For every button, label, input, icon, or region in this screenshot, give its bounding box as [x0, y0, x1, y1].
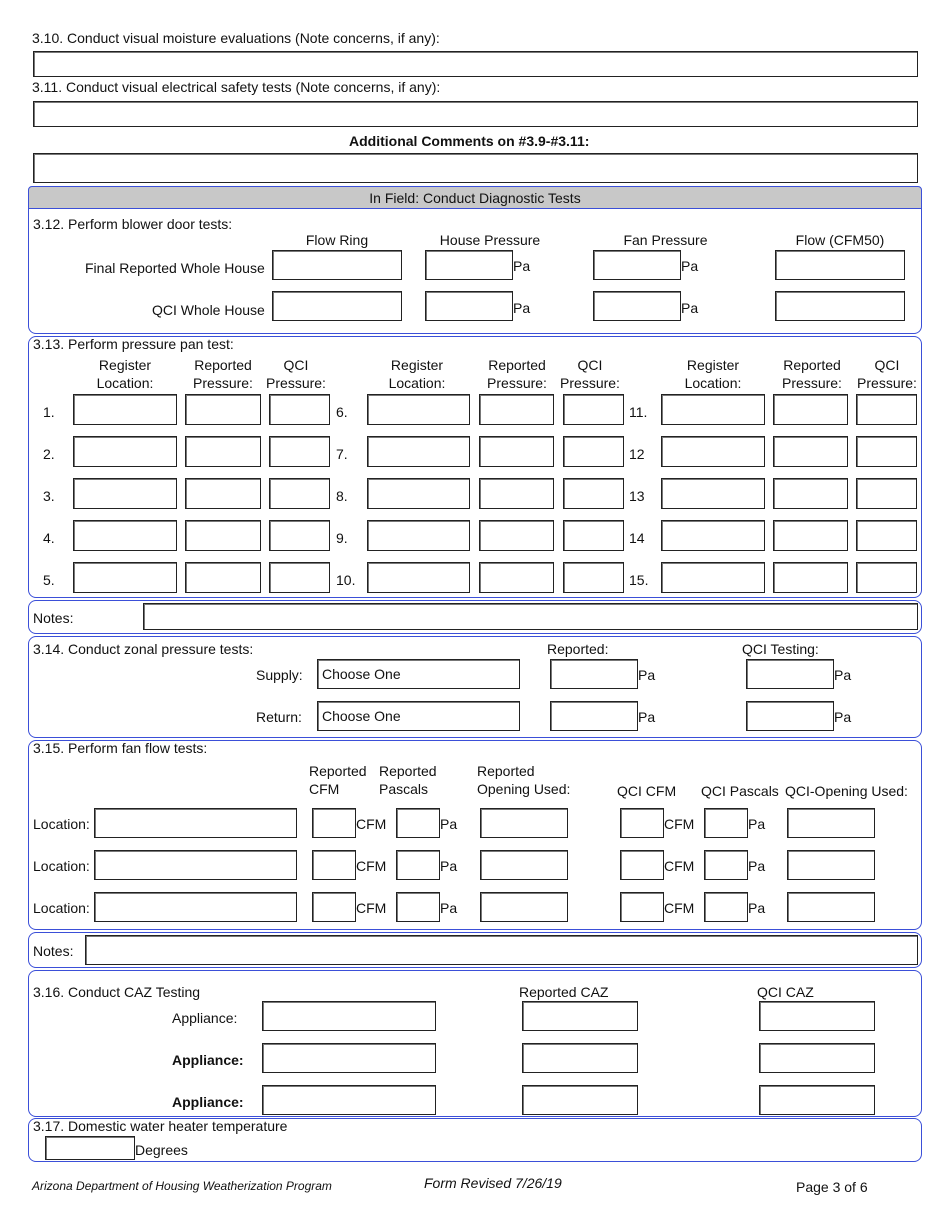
unit-cfm: CFM	[664, 816, 695, 832]
location-header: Location:	[684, 375, 742, 391]
qci-flow-ring-field[interactable]	[272, 291, 402, 321]
fan-pressure-header: Fan Pressure	[623, 232, 708, 248]
unit-pa: Pa	[834, 709, 852, 725]
qci-pressure-field[interactable]	[269, 520, 330, 551]
qci-opening-header: QCI-Opening Used:	[785, 783, 908, 799]
row-number: 12	[629, 446, 645, 462]
unit-pa: Pa	[440, 816, 458, 832]
register-header: Register	[390, 357, 444, 373]
reported-pressure-field[interactable]	[185, 394, 261, 425]
appliance-field[interactable]	[262, 1001, 436, 1031]
qci-whole-house-row-label: QCI Whole House	[152, 302, 265, 318]
reported-label: Reported:	[547, 641, 609, 657]
unit-pa: Pa	[440, 900, 458, 916]
reported-pressure-field[interactable]	[185, 478, 261, 509]
appliance-label: Appliance:	[172, 1052, 244, 1068]
reported-pressure-field[interactable]	[773, 562, 848, 593]
unit-pa: Pa	[834, 667, 852, 683]
unit-cfm: CFM	[356, 858, 387, 874]
qci-cfm-field[interactable]	[620, 850, 664, 880]
unit-cfm: CFM	[356, 900, 387, 916]
q312-label: 3.12. Perform blower door tests:	[33, 216, 233, 232]
location-field[interactable]	[94, 892, 297, 922]
qci-pascals-field[interactable]	[704, 892, 748, 922]
reported-cfm-field[interactable]	[312, 892, 356, 922]
row-number: 5.	[43, 572, 55, 588]
return-reported-field[interactable]	[550, 701, 638, 731]
qci-pressure-field[interactable]	[856, 520, 917, 551]
notes-label: Notes:	[33, 610, 74, 626]
qci-pressure-field[interactable]	[856, 436, 917, 467]
location-field[interactable]	[94, 808, 297, 838]
qci-pressure-field[interactable]	[856, 562, 917, 593]
q313-label: 3.13. Perform pressure pan test:	[33, 336, 234, 352]
reported-cfm-header: Reported	[309, 763, 367, 779]
flow-ring-header: Flow Ring	[305, 232, 369, 248]
reported-opening-field[interactable]	[480, 850, 568, 880]
register-location-field[interactable]	[73, 436, 177, 467]
flow-cfm50-header: Flow (CFM50)	[795, 232, 885, 248]
unit-pa: Pa	[748, 900, 766, 916]
supply-select[interactable]: Choose One	[317, 659, 520, 689]
reported-opening-header: Reported	[477, 763, 535, 779]
unit-pa: Pa	[638, 667, 656, 683]
qci-pressure-field[interactable]	[563, 478, 624, 509]
pressure-pan-notes-field[interactable]	[143, 603, 918, 630]
qci-header: QCI	[283, 357, 309, 373]
row-number: 1.	[43, 404, 55, 420]
qci-pressure-field[interactable]	[563, 562, 624, 593]
reported-opening-header-2: Opening Used:	[477, 781, 571, 797]
reported-pascals-field[interactable]	[396, 808, 440, 838]
comments-field[interactable]	[33, 153, 918, 183]
unit-cfm: CFM	[664, 858, 695, 874]
row-number: 2.	[43, 446, 55, 462]
notes-label: Notes:	[33, 943, 74, 959]
q311-label: 3.11. Conduct visual electrical safety tests (Note concerns, if any):	[32, 79, 441, 95]
q314-label: 3.14. Conduct zonal pressure tests:	[33, 641, 254, 657]
qci-pressure-field[interactable]	[563, 436, 624, 467]
unit-pa: Pa	[513, 258, 531, 274]
moisture-notes-field[interactable]	[33, 51, 918, 77]
degrees-label: Degrees	[135, 1142, 188, 1158]
final-flow-cfm50-field[interactable]	[775, 250, 905, 280]
row-number: 15.	[629, 572, 649, 588]
row-number: 6.	[336, 404, 348, 420]
qci-pressure-field[interactable]	[856, 478, 917, 509]
pressure-header: Pressure:	[782, 375, 842, 391]
reported-opening-field[interactable]	[480, 892, 568, 922]
register-location-field[interactable]	[661, 436, 765, 467]
qci-pressure-field[interactable]	[269, 394, 330, 425]
qci-pressure-header: Pressure:	[266, 375, 326, 391]
register-location-field[interactable]	[367, 562, 470, 593]
section-header-title: In Field: Conduct Diagnostic Tests	[369, 190, 581, 206]
qci-opening-field[interactable]	[787, 850, 875, 880]
unit-cfm: CFM	[356, 816, 387, 832]
unit-pa: Pa	[638, 709, 656, 725]
qci-caz-field[interactable]	[759, 1085, 875, 1115]
qci-header: QCI	[577, 357, 603, 373]
qci-cfm-field[interactable]	[620, 892, 664, 922]
location-header: Location:	[96, 375, 154, 391]
reported-header: Reported	[488, 357, 546, 373]
reported-pascals-field[interactable]	[396, 892, 440, 922]
appliance-field[interactable]	[262, 1043, 436, 1073]
row-number: 4.	[43, 530, 55, 546]
reported-pressure-field[interactable]	[479, 562, 554, 593]
reported-pressure-field[interactable]	[479, 520, 554, 551]
pressure-header: Pressure:	[487, 375, 547, 391]
location-label: Location:	[33, 858, 90, 874]
qci-pressure-field[interactable]	[269, 562, 330, 593]
register-location-field[interactable]	[73, 520, 177, 551]
row-number: 13	[629, 488, 645, 504]
supply-reported-field[interactable]	[550, 659, 638, 689]
qci-caz-field[interactable]	[759, 1043, 875, 1073]
location-label: Location:	[33, 816, 90, 832]
register-location-field[interactable]	[661, 478, 765, 509]
row-number: 7.	[336, 446, 348, 462]
row-number: 11.	[629, 404, 648, 420]
location-header: Location:	[388, 375, 446, 391]
reported-pressure-field[interactable]	[773, 478, 848, 509]
reported-pressure-field[interactable]	[479, 478, 554, 509]
row-number: 3.	[43, 488, 55, 504]
reported-caz-field[interactable]	[522, 1001, 638, 1031]
qci-pascals-field[interactable]	[704, 850, 748, 880]
register-location-field[interactable]	[661, 562, 765, 593]
reported-pressure-field[interactable]	[773, 394, 848, 425]
reported-cfm-field[interactable]	[312, 808, 356, 838]
qci-cfm-field[interactable]	[620, 808, 664, 838]
q316-label: 3.16. Conduct CAZ Testing	[33, 984, 201, 1000]
appliance-label: Appliance:	[172, 1094, 244, 1110]
qci-pascals-header: QCI Pascals	[701, 783, 779, 799]
q310-label: 3.10. Conduct visual moisture evaluations (Note concerns, if any):	[32, 30, 440, 46]
qci-pressure-field[interactable]	[563, 520, 624, 551]
register-location-field[interactable]	[367, 478, 470, 509]
return-label: Return:	[256, 709, 302, 725]
unit-pa: Pa	[748, 816, 766, 832]
q317-label: 3.17. Domestic water heater temperature	[33, 1118, 288, 1134]
supply-label: Supply:	[256, 667, 303, 683]
qci-header: QCI	[874, 357, 900, 373]
comments-label: Additional Comments on #3.9-#3.11:	[349, 133, 590, 149]
supply-qci-field[interactable]	[746, 659, 834, 689]
reported-cfm-field[interactable]	[312, 850, 356, 880]
pressure-header: Pressure:	[193, 375, 253, 391]
qci-pressure-field[interactable]	[856, 394, 917, 425]
register-location-field[interactable]	[73, 478, 177, 509]
qci-cfm-header: QCI CFM	[617, 783, 677, 799]
qci-opening-field[interactable]	[787, 892, 875, 922]
register-header: Register	[98, 357, 152, 373]
qci-caz-header: QCI CAZ	[757, 984, 814, 1000]
reported-caz-field[interactable]	[522, 1043, 638, 1073]
qci-flow-cfm50-field[interactable]	[775, 291, 905, 321]
return-select[interactable]: Choose One	[317, 701, 520, 731]
qci-testing-label: QCI Testing:	[742, 641, 819, 657]
reported-pressure-field[interactable]	[773, 520, 848, 551]
footer-org: Arizona Department of Housing Weatherization Program	[32, 1179, 332, 1193]
reported-pressure-field[interactable]	[185, 520, 261, 551]
qci-caz-field[interactable]	[759, 1001, 875, 1031]
unit-cfm: CFM	[664, 900, 695, 916]
footer-revised: Form Revised 7/26/19	[424, 1175, 562, 1191]
reported-pressure-field[interactable]	[185, 562, 261, 593]
water-heater-temp-field[interactable]	[45, 1136, 135, 1160]
electrical-notes-field[interactable]	[33, 101, 918, 127]
qci-pascals-field[interactable]	[704, 808, 748, 838]
unit-pa: Pa	[681, 258, 699, 274]
return-qci-field[interactable]	[746, 701, 834, 731]
footer-page: Page 3 of 6	[796, 1179, 868, 1195]
register-location-field[interactable]	[73, 562, 177, 593]
row-number: 10.	[336, 572, 356, 588]
row-number: 14	[629, 530, 645, 546]
register-location-field[interactable]	[367, 520, 470, 551]
register-location-field[interactable]	[661, 394, 765, 425]
register-header: Register	[686, 357, 740, 373]
q315-label: 3.15. Perform fan flow tests:	[33, 740, 208, 756]
qci-fan-pressure-field[interactable]	[593, 291, 681, 321]
final-reported-row-label: Final Reported Whole House	[85, 260, 265, 276]
reported-pressure-field[interactable]	[479, 436, 554, 467]
register-location-field[interactable]	[661, 520, 765, 551]
reported-pressure-field[interactable]	[479, 394, 554, 425]
appliance-field[interactable]	[262, 1085, 436, 1115]
location-label: Location:	[33, 900, 90, 916]
unit-pa: Pa	[513, 300, 531, 316]
register-location-field[interactable]	[367, 394, 470, 425]
register-location-field[interactable]	[73, 394, 177, 425]
final-flow-ring-field[interactable]	[272, 250, 402, 280]
row-number: 9.	[336, 530, 348, 546]
reported-pressure-field[interactable]	[773, 436, 848, 467]
reported-pascals-header: Reported	[379, 763, 437, 779]
reported-caz-header: Reported CAZ	[519, 984, 609, 1000]
row-number: 8.	[336, 488, 348, 504]
reported-header: Reported	[783, 357, 841, 373]
qci-house-pressure-field[interactable]	[425, 291, 513, 321]
qci-opening-field[interactable]	[787, 808, 875, 838]
qci-pressure-field[interactable]	[269, 436, 330, 467]
final-house-pressure-field[interactable]	[425, 250, 513, 280]
reported-caz-field[interactable]	[522, 1085, 638, 1115]
reported-cfm-header-2: CFM	[309, 781, 340, 797]
reported-pressure-field[interactable]	[185, 436, 261, 467]
qci-pressure-header: Pressure:	[560, 375, 620, 391]
unit-pa: Pa	[440, 858, 458, 874]
reported-opening-field[interactable]	[480, 808, 568, 838]
qci-pressure-header: Pressure:	[857, 375, 917, 391]
appliance-label: Appliance:	[172, 1010, 238, 1026]
unit-pa: Pa	[681, 300, 699, 316]
location-field[interactable]	[94, 850, 297, 880]
fan-flow-notes-field[interactable]	[85, 935, 918, 965]
reported-pascals-header-2: Pascals	[379, 781, 429, 797]
reported-header: Reported	[194, 357, 252, 373]
reported-pascals-field[interactable]	[396, 850, 440, 880]
final-fan-pressure-field[interactable]	[593, 250, 681, 280]
qci-pressure-field[interactable]	[269, 478, 330, 509]
register-location-field[interactable]	[367, 436, 470, 467]
unit-pa: Pa	[748, 858, 766, 874]
house-pressure-header: House Pressure	[439, 232, 541, 248]
qci-pressure-field[interactable]	[563, 394, 624, 425]
